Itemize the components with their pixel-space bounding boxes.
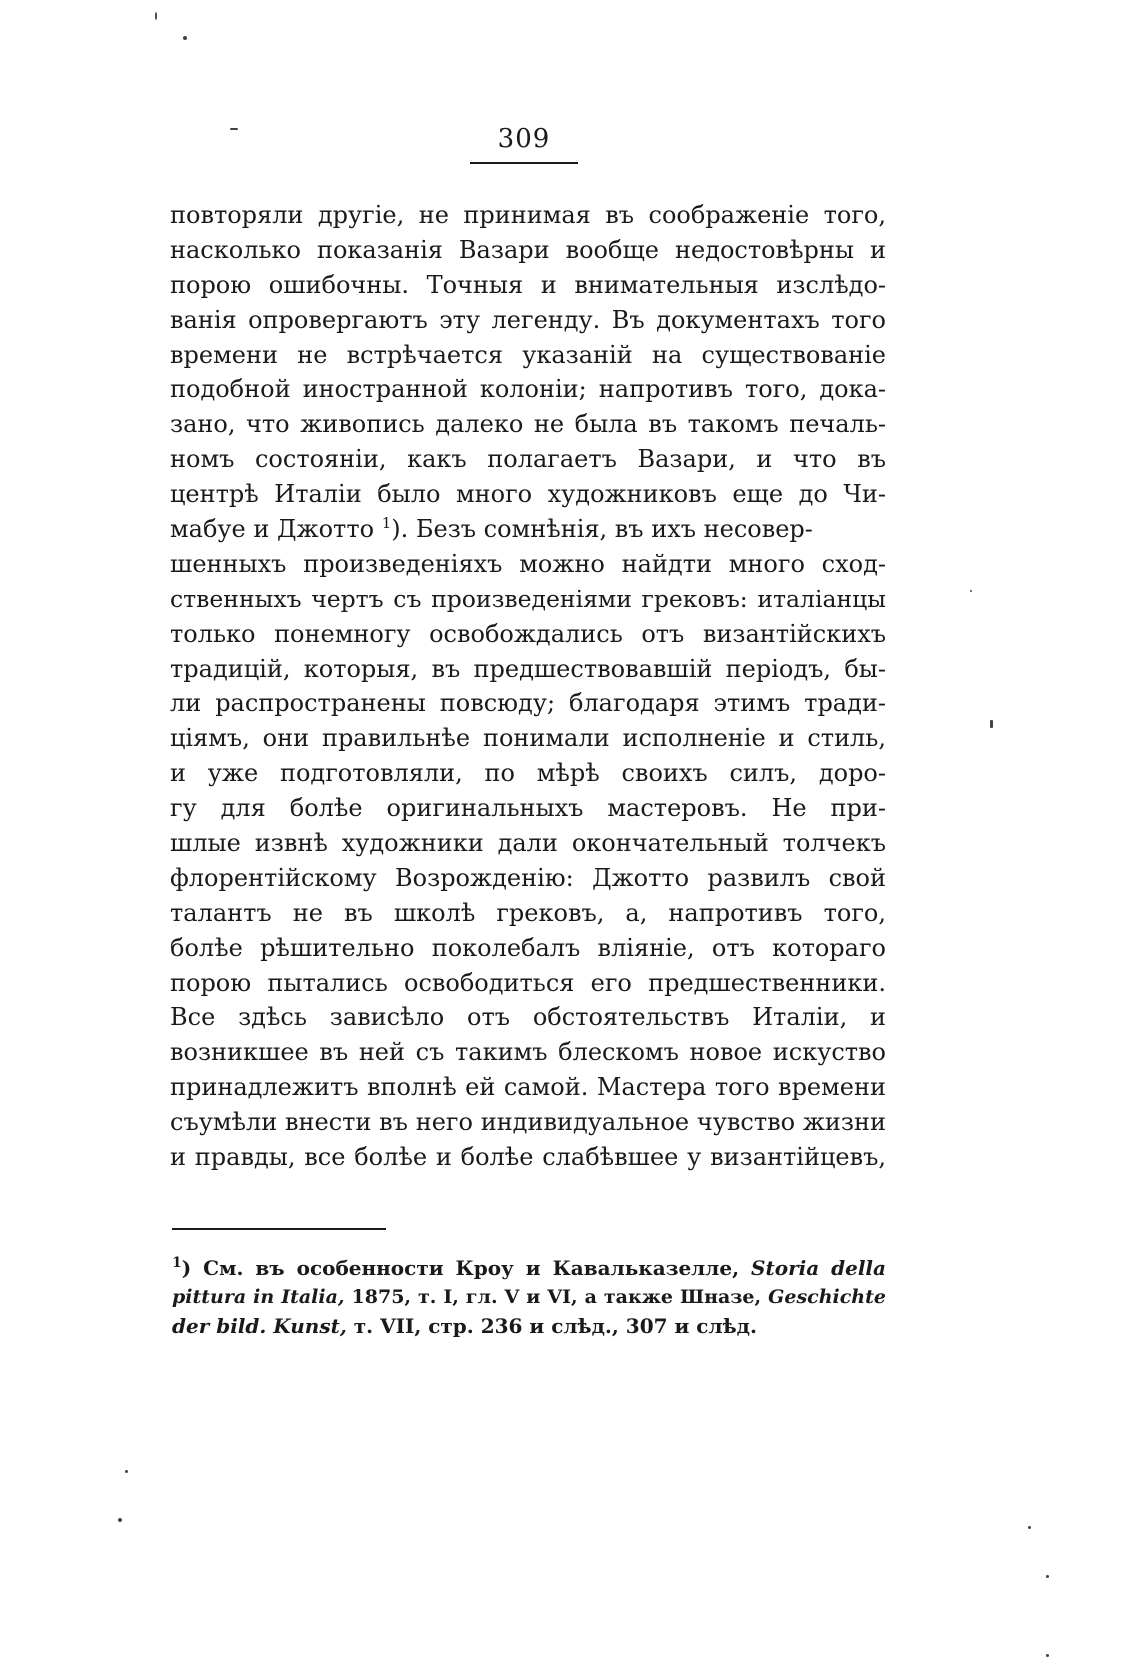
footnote-line: $^1$) См. въ особенности Кроу и Кавальказелле, Storia della xyxy=(172,1255,886,1280)
scan-speck xyxy=(183,36,187,40)
text-line: съумѣли внести въ него индивидуальное чувство жизни xyxy=(170,1108,886,1137)
text-line: ственныхъ чертъ съ произведеніями грековъ: италіанцы xyxy=(170,584,886,613)
footnote-separator xyxy=(172,1228,386,1230)
text-line: ванія опровергаютъ эту легенду. Въ документахъ того xyxy=(170,305,886,334)
text-line: и уже подготовляли, по мѣрѣ своихъ силъ, доро- xyxy=(170,759,886,788)
scan-speck xyxy=(155,12,157,20)
text-line: Все здѣсь зависѣло отъ обстоятельствъ Италіи, и xyxy=(170,1003,886,1032)
scan-speck xyxy=(1046,1654,1049,1657)
scan-speck xyxy=(990,720,993,728)
body-text xyxy=(170,198,886,1175)
text-line: традицій, которыя, въ предшествовавшій періодъ, бы- xyxy=(170,654,886,683)
text-line-segment: мабуе и Джотто $^1$). Безъ сомнѣнія, въ ихъ несовер- xyxy=(170,514,813,544)
page-number: 309 xyxy=(497,124,551,154)
scan-speck xyxy=(118,1518,122,1522)
text-line: зано, что живопись далеко не была въ такомъ печаль- xyxy=(170,410,886,439)
text-line: порою ошибочны. Точныя и внимательныя изслѣдо- xyxy=(170,270,886,299)
text-line: порою пытались освободиться его предшественники. xyxy=(170,968,886,997)
footnote-title: der bild. Kunst, xyxy=(172,1314,347,1338)
text-line: ціямъ, они правильнѣе понимали исполненіе и стиль, xyxy=(170,724,886,753)
footnote-reference[interactable]: 1 xyxy=(381,514,392,533)
text-line: талантъ не въ школѣ грековъ, а, напротивъ того, xyxy=(170,898,886,927)
text-line: ли распространены повсюду; благодаря этимъ тради- xyxy=(170,689,886,718)
footnote-title: pittura in Italia, xyxy=(172,1286,345,1308)
footnote-marker: 1 xyxy=(172,1255,182,1271)
text-line: повторяли другіе, не принимая въ соображеніе того, xyxy=(170,201,886,229)
text-line: болѣе рѣшительно поколебалъ вліяніе, отъ котораго xyxy=(170,933,886,962)
footnote-line: der bild. Kunst, т. VII, стр. 236 и слѣд., 307 и слѣд. xyxy=(172,1314,757,1338)
text-line: возникшее въ ней съ такимъ блескомъ новое искуство xyxy=(170,1038,886,1067)
scan-speck xyxy=(125,1470,128,1473)
text-line: гу для болѣе оригинальныхъ мастеровъ. Не при- xyxy=(170,794,886,823)
scan-speck xyxy=(1028,1526,1031,1529)
text-line: флорентійскому Возрожденію: Джотто развилъ свой xyxy=(170,863,886,892)
footnote-title: Storia della xyxy=(751,1256,886,1280)
scan-speck xyxy=(1046,1575,1049,1578)
text-line: только понемногу освобождались отъ византійскихъ xyxy=(170,619,886,648)
text-line: принадлежитъ вполнѣ ей самой. Мастера того времени xyxy=(170,1073,886,1102)
text-line: и правды, все болѣе и болѣе слабѣвшее у византійцевъ, xyxy=(170,1143,886,1172)
footnote-line: pittura in Italia, 1875, т. I, гл. V и VI, а также Шназе, Geschichte xyxy=(172,1286,886,1308)
text-line: шенныхъ произведеніяхъ можно найдти много сход- xyxy=(170,549,886,578)
text-line: насколько показанія Вазари вообще недостовѣрны и xyxy=(170,235,886,264)
text-line: номъ состояніи, какъ полагаетъ Вазари, и что въ xyxy=(170,445,886,474)
text-line: центрѣ Италіи было много художниковъ еще до Чи- xyxy=(170,480,886,509)
text-line: шлые извнѣ художники дали окончательный толчекъ xyxy=(170,829,886,858)
text-line: времени не встрѣчается указаній на существованіе xyxy=(170,340,886,369)
text-line-with-footnote-ref xyxy=(170,512,886,547)
page-number-underline xyxy=(470,162,578,164)
footnote-title: Geschichte xyxy=(768,1286,886,1308)
scan-speck xyxy=(970,590,972,592)
scan-speck xyxy=(230,128,238,130)
footnote xyxy=(172,1254,886,1341)
text-line: подобной иностранной колоніи; напротивъ того, дока- xyxy=(170,375,886,404)
